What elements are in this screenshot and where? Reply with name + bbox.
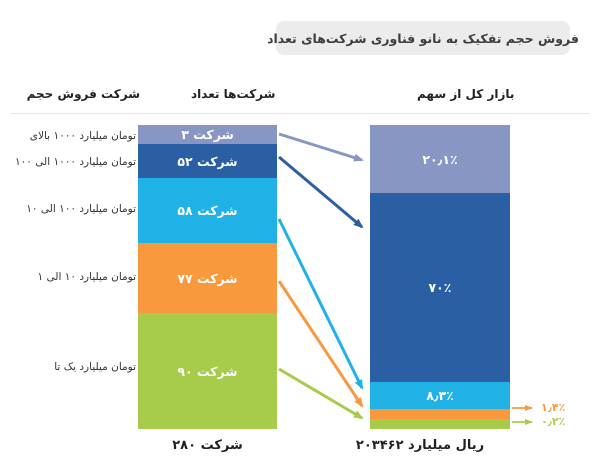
- column-header-company-count: تعداد شرکت‌ها: [191, 87, 276, 101]
- chart-title: [267, 21, 579, 55]
- total-companies-label: ۲۸۰ شرکت: [172, 438, 243, 453]
- market-share-segment: [370, 409, 510, 419]
- external-share-value: ۱٫۴٪: [541, 401, 566, 414]
- sales-range-label: بالای ۱۰۰۰ میلیارد تومان: [29, 130, 136, 142]
- company-count-value: ۷۷ شرکت: [177, 270, 238, 286]
- total-market-value-label: ۲۰۳۴۶۲ میلیارد ریال: [355, 438, 485, 453]
- market-share-value: ۲۰٫۱٪: [422, 151, 458, 167]
- header-divider-line: [10, 113, 590, 114]
- sales-range-label: ۱ الی ۱۰ میلیارد تومان: [37, 271, 136, 283]
- market-share-segment: [370, 125, 510, 193]
- market-share-value: ۸٫۳٪: [426, 388, 454, 403]
- flow-arrow: [279, 157, 362, 227]
- company-count-segment: [138, 125, 277, 144]
- company-count-segment: [138, 144, 277, 178]
- company-count-value: ۵۲ شرکت: [177, 153, 238, 169]
- sales-range-label: ۱۰۰ الی ۱۰۰۰ میلیارد تومان: [14, 156, 136, 168]
- column-header-sales-volume: حجم فروش شرکت: [26, 87, 140, 101]
- company-count-value: ۵۸ شرکت: [177, 203, 238, 218]
- market-share-segment: [370, 419, 510, 429]
- company-count-bar: [138, 125, 277, 429]
- chart-title-text: تعداد شرکت‌های فناوری نانو به تفکیک حجم فروش: [267, 30, 579, 46]
- column-header-market-share: سهم از کل بازار: [417, 87, 515, 101]
- flow-arrow: [279, 134, 362, 160]
- market-share-value: ۷۰٪: [428, 280, 452, 295]
- market-share-segment: [370, 193, 510, 382]
- company-count-segment: [138, 313, 277, 429]
- flow-arrow: [279, 369, 362, 418]
- flow-arrow: [279, 219, 362, 388]
- market-share-segment: [370, 382, 510, 409]
- flow-arrow: [279, 281, 362, 406]
- company-count-segment: [138, 178, 277, 243]
- company-count-segment: [138, 243, 277, 313]
- sales-range-label: تا یک میلیارد تومان: [54, 361, 136, 373]
- company-count-value: ۳ شرکت: [181, 127, 234, 142]
- sales-range-label: ۱۰ الی ۱۰۰ میلیارد تومان: [26, 203, 136, 215]
- company-count-value: ۹۰ شرکت: [177, 363, 238, 379]
- external-share-value: ۰٫۲٪: [541, 415, 566, 428]
- market-share-bar: [370, 125, 510, 429]
